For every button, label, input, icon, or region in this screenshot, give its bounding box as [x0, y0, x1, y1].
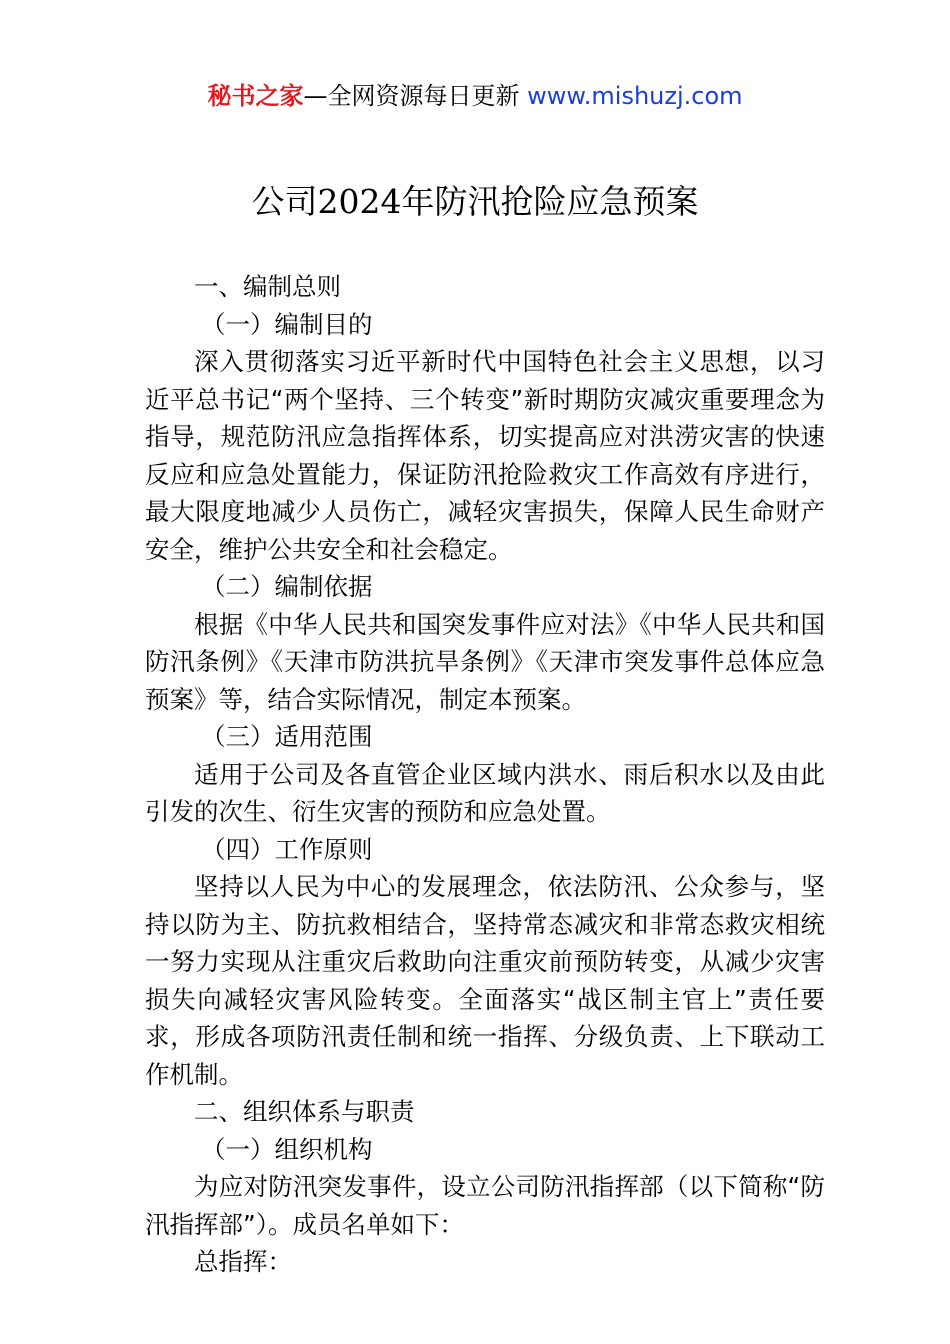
subsection-heading: （三）适用范围: [201, 722, 373, 751]
section-heading: 二、组织体系与职责: [194, 1097, 415, 1126]
paragraph: 适用于公司及各直管企业区域内洪水、雨后积水以及由此引发的次生、衍生灾害的预防和应急处置。: [145, 759, 825, 826]
paragraph: 根据《中华人民共和国突发事件应对法》《中华人民共和国防汛条例》《天津市防洪抗旱条例》《天津市突发事件总体应急预案》等，结合实际情况，制定本预案。: [145, 609, 825, 714]
paragraph: 为应对防汛突发事件，设立公司防汛指挥部（以下简称“防汛指挥部”）。成员名单如下：: [145, 1172, 825, 1239]
subsection-heading: （二）编制依据: [201, 572, 373, 601]
subsection-heading: （一）组织机构: [201, 1134, 373, 1164]
paragraph: 坚持以人民为中心的发展理念，依法防汛、公众参与，坚持以防为主、防抗救相结合，坚持常态减灾和非常态救灾相统一努力实现从注重灾后救助向注重灾前预防转变，从减少灾害损失向减轻灾害风险转变。全面落实“战区制主官上”责任要求，形成各项防汛责任制和统一指挥、分级负责、上下联动工作机制。: [145, 872, 825, 1089]
document-title: 公司2024年防汛抢险应急预案: [251, 182, 699, 221]
brand-name: 秘书之家: [207, 82, 304, 110]
paragraph: 深入贯彻落实习近平新时代中国特色社会主义思想，以习近平总书记“两个坚持、三个转变”新时期防灾减灾重要理念为指导，规范防汛应急指挥体系，切实提高应对洪涝灾害的快速反应和应急处置能力，保证防汛抢险救灾工作高效有序进行，最大限度地减少人员伤亡，减轻灾害损失，保障人民生命财产安全，维护公共安全和社会稳定。: [145, 347, 825, 564]
site-header: [0, 80, 950, 112]
subsection-heading: （一）编制目的: [201, 309, 373, 339]
subsection-heading: （四）工作原则: [201, 834, 373, 864]
header-slogan: —全网资源每日更新: [303, 82, 528, 110]
site-url-link[interactable]: www.mishuzj.com: [527, 82, 743, 110]
document-body: [145, 268, 825, 1281]
paragraph: 总指挥：: [194, 1247, 292, 1276]
section-heading: 一、编制总则: [194, 272, 341, 301]
